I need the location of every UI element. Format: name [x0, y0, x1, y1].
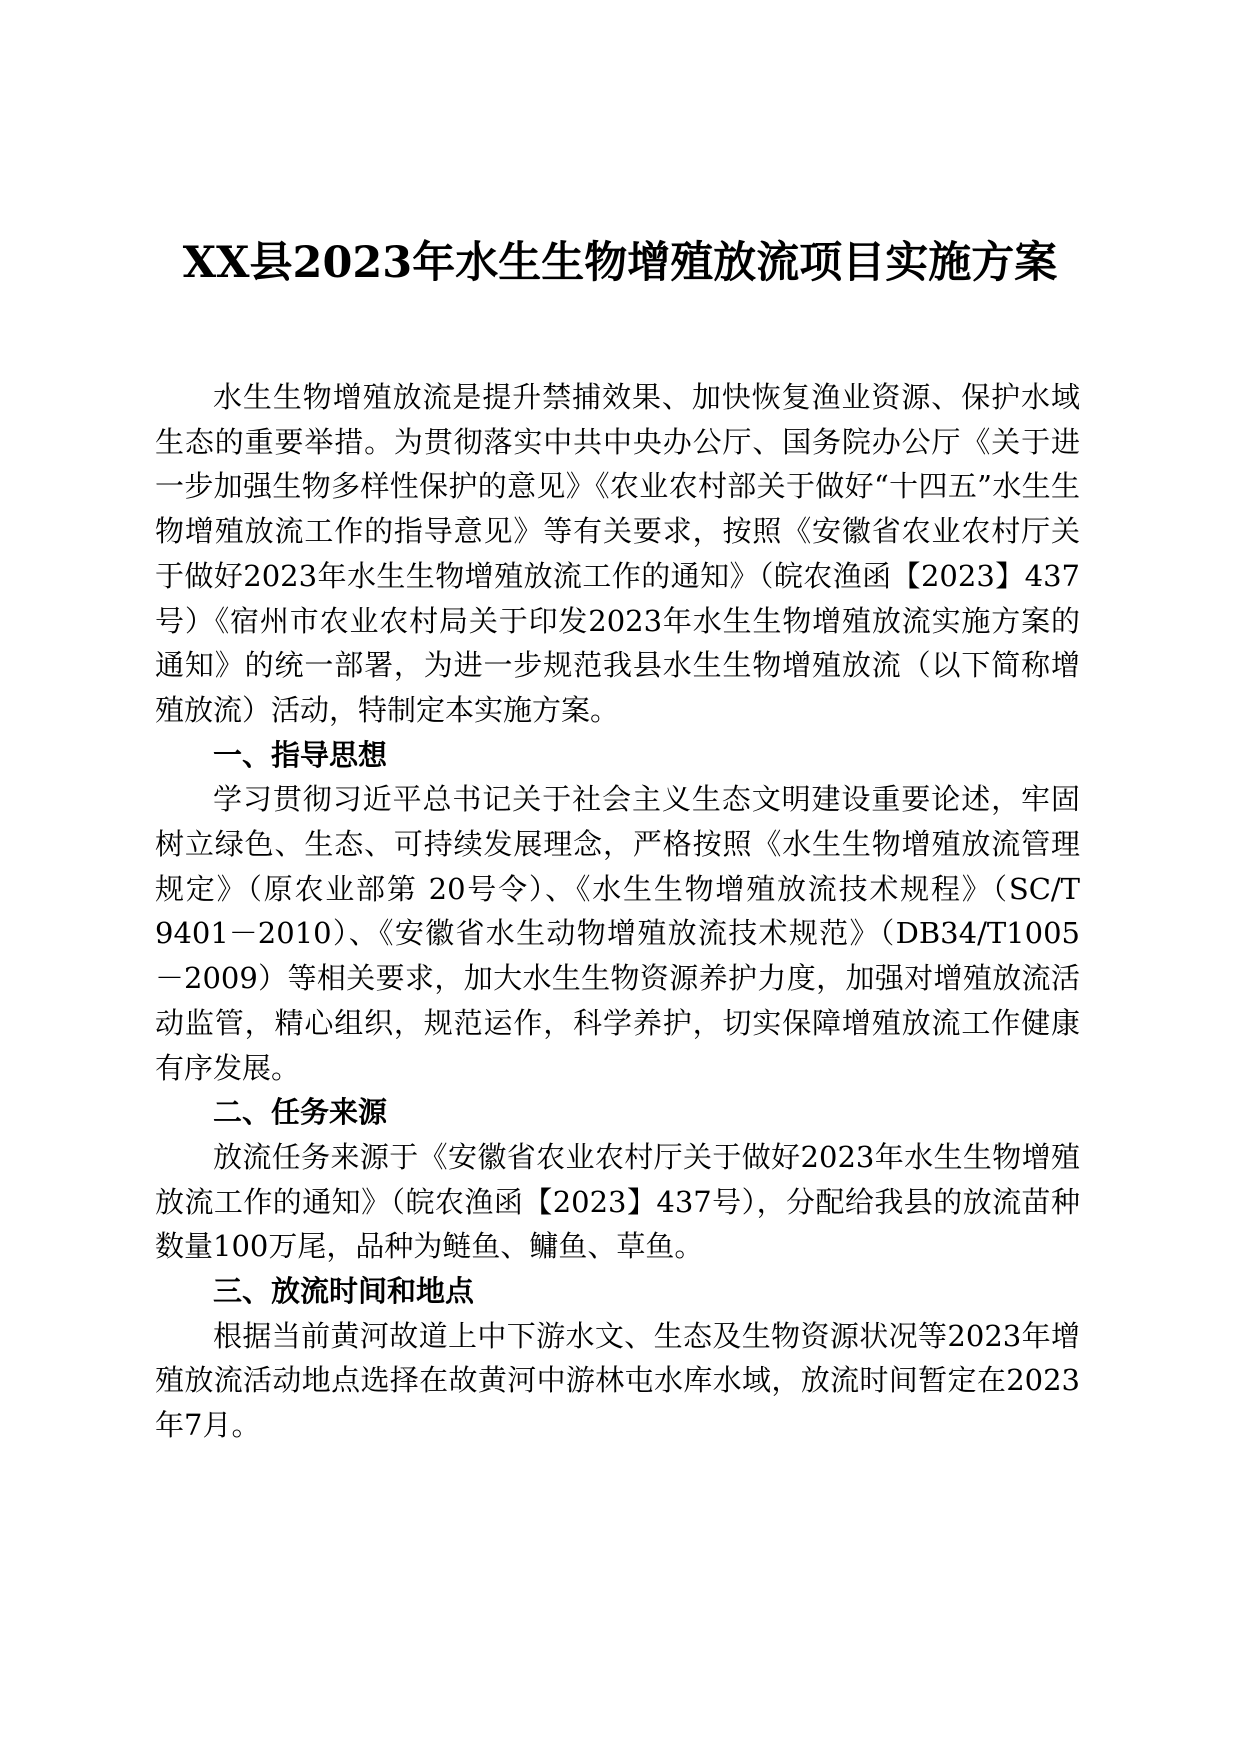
section-paragraph-task-source: 放流任务来源于《安徽省农业农村厅关于做好2023年水生生物增殖放流工作的通知》（皖农渔函【2023】437号），分配给我县的放流苗种数量100万尾，品种为鲢鱼、鳙鱼、草鱼。 [155, 1139, 1080, 1264]
document-title: XX县2023年水生生物增殖放流项目实施方案 [182, 238, 1058, 288]
section-paragraph-guiding-ideology: 学习贯彻习近平总书记关于社会主义生态文明建设重要论述，牢固树立绿色、生态、可持续发展理念，严格按照《水生生物增殖放流管理规定》（原农业部第 20号令）、《水生生物增殖放流技术规程》（SC/T 9401－2010）、《安徽省水生动物增殖放流技术规范》（DB34/T1005－2009）等相关要求，加大水生生物资源养护力度，加强对增殖放流活动监管，精心组织，规范运作，科学养护，切实保障增殖放流工作健康有序发展。 [155, 782, 1080, 1085]
section-paragraph-time-location: 根据当前黄河故道上中下游水文、生态及生物资源状况等2023年增殖放流活动地点选择在故黄河中游林屯水库水域，放流时间暂定在2023年7月。 [155, 1318, 1080, 1443]
section-heading-task-source: 二、任务来源 [213, 1095, 388, 1130]
document-body [155, 375, 1080, 1448]
section-heading-guiding-ideology: 一、指导思想 [213, 737, 388, 772]
section-heading-time-location: 三、放流时间和地点 [213, 1274, 475, 1309]
intro-paragraph: 水生生物增殖放流是提升禁捕效果、加快恢复渔业资源、保护水域生态的重要举措。为贯彻落实中共中央办公厅、国务院办公厅《关于进一步加强生物多样性保护的意见》《农业农村部关于做好“十四五”水生生物增殖放流工作的指导意见》等有关要求，按照《安徽省农业农村厅关于做好2023年水生生物增殖放流工作的通知》（皖农渔函【2023】437号）《宿州市农业农村局关于印发2023年水生生物增殖放流实施方案的通知》的统一部署，为进一步规范我县水生生物增殖放流（以下简称增殖放流）活动，特制定本实施方案。 [155, 380, 1080, 727]
